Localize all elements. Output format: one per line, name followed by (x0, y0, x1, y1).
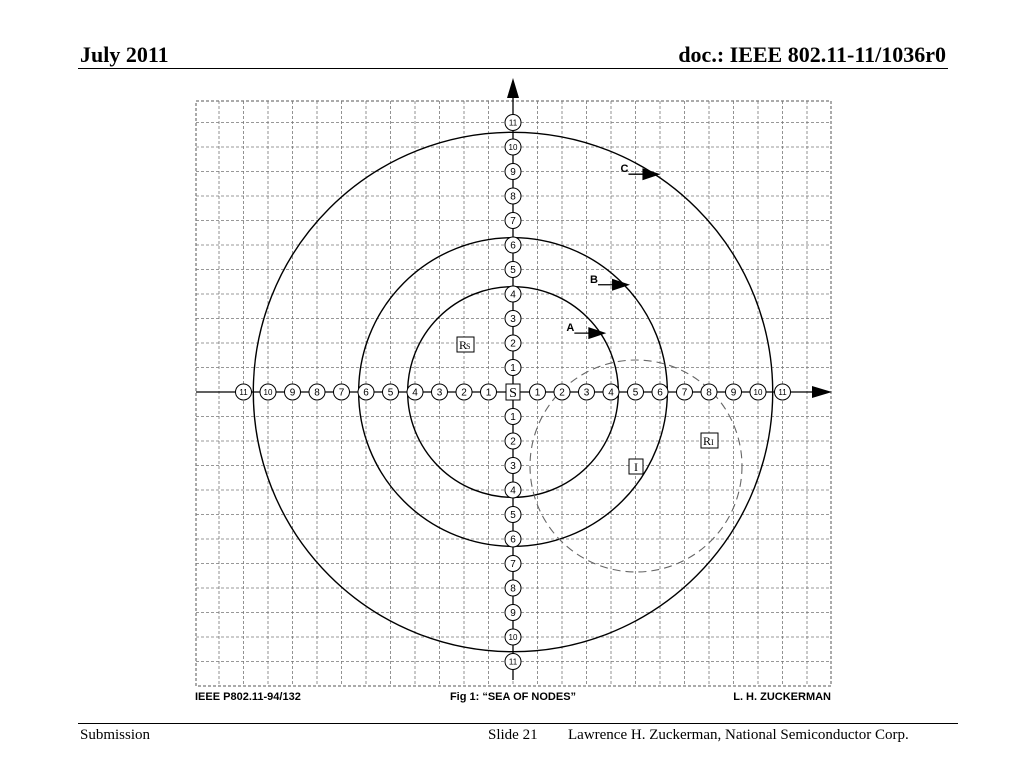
caption-center: Fig 1: “SEA OF NODES” (449, 691, 577, 703)
node-marker (505, 482, 521, 498)
node-marker (603, 384, 619, 400)
node-marker (505, 629, 521, 645)
node-marker (505, 409, 521, 425)
interferer-node (629, 459, 643, 474)
node-marker (505, 139, 521, 155)
ring-label-a: A (566, 322, 575, 335)
interferer-range-sub: I (711, 438, 714, 447)
source-node-label: S (509, 386, 517, 401)
node-marker (750, 384, 766, 400)
footer-submission: Submission (80, 727, 151, 743)
node-marker (530, 384, 546, 400)
node-number: 1 (485, 387, 492, 399)
node-marker (432, 384, 448, 400)
node-marker (579, 384, 595, 400)
node-marker (505, 237, 521, 253)
source-node (506, 384, 520, 401)
node-marker (775, 384, 791, 400)
node-marker (383, 384, 399, 400)
node-number: 7 (338, 387, 345, 399)
node-marker (554, 384, 570, 400)
node-number: 8 (706, 387, 712, 399)
node-marker (358, 384, 374, 400)
node-number: 9 (730, 387, 737, 399)
node-number: 9 (289, 387, 296, 399)
node-marker (505, 335, 521, 351)
node-number: 1 (510, 363, 516, 375)
node-number: 3 (583, 387, 590, 399)
node-markers (236, 115, 791, 670)
source-range-sub: S (466, 342, 471, 351)
node-marker (505, 433, 521, 449)
node-marker (505, 115, 521, 131)
header-doc-id: doc.: IEEE 802.11-11/1036r0 (678, 42, 946, 67)
source-range-r: R (459, 338, 468, 352)
ring-arrow-head (642, 168, 660, 180)
node-number: 10 (263, 387, 273, 397)
node-number: 2 (559, 387, 565, 399)
interferer-range-label (701, 433, 718, 448)
node-marker (505, 213, 521, 229)
node-number: 9 (510, 608, 516, 620)
node-marker (456, 384, 472, 400)
node-marker (481, 384, 497, 400)
node-number: 1 (510, 412, 516, 424)
node-number: 4 (608, 387, 614, 399)
footer-slide-number: Slide 21 (488, 727, 538, 743)
node-marker (628, 384, 644, 400)
node-number: 6 (510, 534, 516, 546)
node-marker (726, 384, 742, 400)
node-number: 10 (508, 142, 518, 152)
node-marker (505, 286, 521, 302)
node-number: 6 (363, 387, 369, 399)
footer-author: Lawrence H. Zuckerman, National Semiconductor Corp. (568, 727, 909, 743)
node-number: 2 (461, 387, 467, 399)
node-number: 1 (534, 387, 541, 399)
node-marker (505, 360, 521, 376)
node-marker (701, 384, 717, 400)
ring-label-b: B (590, 273, 598, 286)
node-marker (505, 531, 521, 547)
node-number: 2 (510, 436, 516, 448)
node-marker (677, 384, 693, 400)
node-number: 3 (510, 461, 516, 473)
node-marker (260, 384, 276, 400)
node-number: 8 (510, 583, 516, 595)
node-marker (505, 580, 521, 596)
node-number: 11 (508, 657, 518, 667)
node-number: 11 (239, 387, 248, 397)
node-number: 7 (510, 216, 516, 228)
node-number: 10 (753, 387, 763, 397)
node-marker (309, 384, 325, 400)
node-number: 7 (681, 387, 688, 399)
node-number: 2 (510, 338, 516, 350)
node-marker (505, 311, 521, 327)
ring-label-c: C (620, 163, 629, 176)
source-range-label (457, 337, 474, 352)
node-marker (407, 384, 423, 400)
node-number: 3 (436, 387, 443, 399)
node-marker (285, 384, 301, 400)
node-number: 11 (778, 387, 787, 397)
caption-left: IEEE P802.11-94/132 (195, 691, 301, 703)
footer-rule (78, 723, 958, 724)
node-number: 5 (510, 265, 516, 277)
node-number: 6 (510, 240, 516, 252)
node-number: 4 (510, 485, 516, 497)
node-marker (505, 556, 521, 572)
node-marker (334, 384, 350, 400)
y-axis-arrowhead (507, 78, 519, 98)
node-number: 3 (510, 314, 516, 326)
node-marker (505, 605, 521, 621)
node-number: 10 (508, 632, 518, 642)
node-marker (652, 384, 668, 400)
node-marker (505, 458, 521, 474)
node-number: 4 (510, 289, 516, 301)
interferer-label: I (634, 460, 638, 474)
node-marker (505, 164, 521, 180)
node-number: 8 (510, 191, 516, 203)
interferer-range-r: R (703, 434, 712, 448)
node-marker (505, 188, 521, 204)
node-number: 7 (510, 559, 516, 571)
node-number: 11 (508, 118, 518, 128)
node-marker (236, 384, 252, 400)
node-marker (505, 262, 521, 278)
node-number: 5 (387, 387, 394, 399)
node-number: 9 (510, 167, 516, 179)
node-marker (505, 654, 521, 670)
caption-right: L. H. ZUCKERMAN (733, 691, 831, 703)
node-number: 5 (632, 387, 639, 399)
node-number: 6 (657, 387, 663, 399)
x-axis-arrowhead (812, 386, 832, 398)
node-marker (505, 507, 521, 523)
node-number: 4 (412, 387, 418, 399)
node-number: 8 (314, 387, 320, 399)
header-date: July 2011 (80, 42, 169, 67)
node-number: 5 (510, 510, 516, 522)
